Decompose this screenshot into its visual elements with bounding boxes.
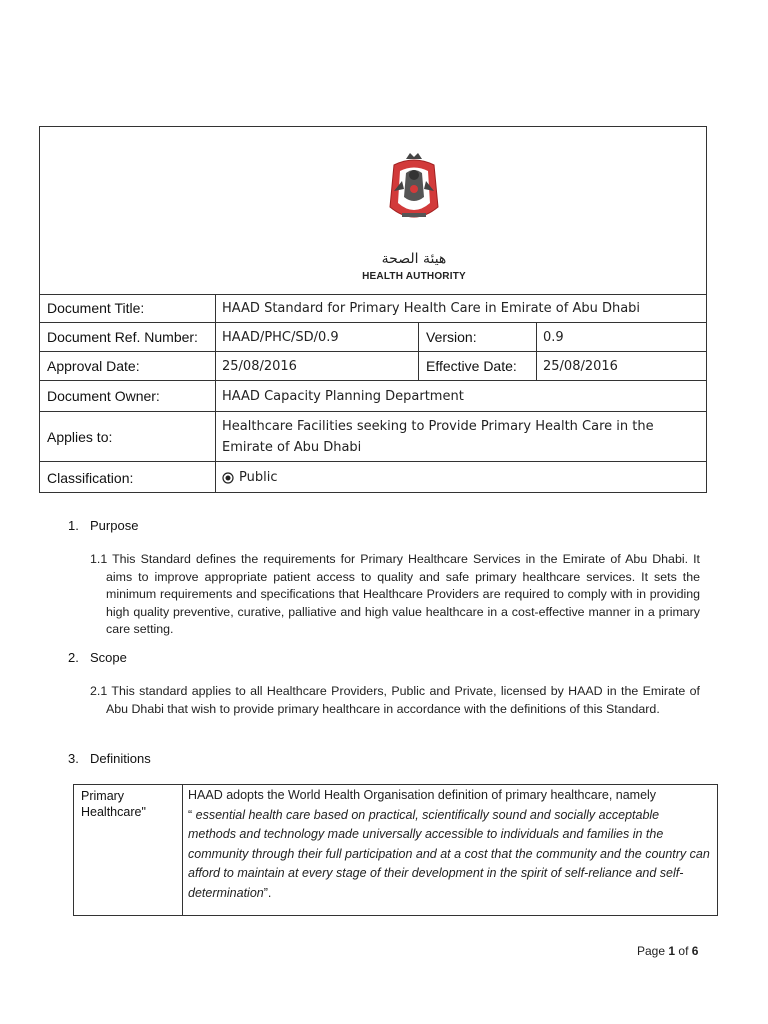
page-total: 6 (691, 944, 699, 958)
page-word: Page (637, 944, 666, 958)
section-number: 1. (68, 518, 79, 533)
section-heading-scope (68, 650, 127, 665)
page-footer (637, 944, 698, 958)
definitions-table (73, 784, 718, 916)
version-label: Version: (419, 323, 537, 351)
document-title-label: Document Title: (40, 294, 216, 322)
classification-value (216, 462, 706, 493)
definition-close-quote: ”. (263, 885, 272, 900)
page-current: 1 (668, 944, 676, 958)
purpose-paragraph (90, 551, 700, 639)
version-value: 0.9 (543, 329, 564, 345)
paragraph-text: This Standard defines the requirements for Primary Healthcare Services in the Emirate of Abu Dhabi. It aims to improve appropriate patient access to quality and safe primary healthcare services. It sets the minimum requirements and specifications that Healthcare Providers are required to comply with in providing high quality preventive, curative, palliative and high value healthcare in a cost-effective manner in a primary care setting. (106, 552, 700, 636)
document-owner-label: Document Owner: (40, 381, 216, 411)
paragraph-number: 2.1 (90, 684, 108, 698)
health-authority-logo (358, 147, 470, 287)
section-title: Purpose (90, 518, 139, 533)
paragraph-text: This standard applies to all Healthcare Providers, Public and Private, licensed by HAAD in the Emirate of Abu Dhabi that wish to provide primary healthcare in accordance with the definitions of this Standard. (106, 684, 700, 716)
approval-date-value: 25/08/2016 (216, 352, 419, 380)
applies-to-line-1: Healthcare Facilities seeking to Provide Primary Health Care in the (222, 418, 654, 434)
section-title: Definitions (90, 751, 151, 766)
definition-quote: essential health care based on practical, scientifically sound and socially acceptable methods and technology made universally accessible to individuals and families in the community through their full participation and at a cost that the community and the country can afford to maintain at every stage of their development in the spirit of self-reliance and self-determination (188, 807, 710, 900)
effective-date-label: Effective Date: (419, 352, 537, 380)
document-ref-label: Document Ref. Number: (40, 323, 216, 351)
falcon-emblem-icon (358, 147, 470, 247)
row-classification (40, 462, 706, 493)
of-word: of (678, 944, 689, 958)
document-title-value: HAAD Standard for Primary Health Care in Emirate of Abu Dhabi (222, 300, 641, 316)
section-heading-purpose (68, 518, 138, 533)
document-owner-value: HAAD Capacity Planning Department (222, 388, 464, 404)
definition-body (188, 786, 710, 904)
definition-term: Primary Healthcare" (74, 785, 183, 915)
effective-date-value: 25/08/2016 (543, 358, 618, 374)
logo-english-text: HEALTH AUTHORITY (362, 271, 466, 282)
applies-to-line-2: Emirate of Abu Dhabi (222, 439, 362, 455)
document-ref-value: HAAD/PHC/SD/0.9 (216, 323, 419, 351)
section-number: 2. (68, 650, 79, 665)
row-document-title (40, 294, 706, 323)
classification-label: Classification: (40, 462, 216, 493)
definition-open-quote: “ (188, 807, 193, 822)
section-heading-definitions (68, 751, 151, 766)
definition-intro: HAAD adopts the World Health Organisation definition of primary healthcare, namely (188, 788, 657, 802)
section-title: Scope (90, 650, 127, 665)
applies-to-label: Applies to: (40, 412, 216, 461)
applies-to-value (216, 412, 706, 461)
row-approval-date (40, 352, 706, 381)
classification-text: Public (239, 470, 278, 485)
document-info-table (39, 126, 707, 493)
row-document-ref (40, 323, 706, 352)
approval-date-label: Approval Date: (40, 352, 216, 380)
radio-selected-icon (222, 472, 234, 484)
row-document-owner (40, 381, 706, 412)
paragraph-number: 1.1 (90, 552, 108, 566)
scope-paragraph (90, 683, 700, 718)
logo-cell (40, 127, 706, 295)
row-applies-to (40, 412, 706, 462)
section-number: 3. (68, 751, 79, 766)
logo-arabic-text: هيئة الصحة (381, 251, 447, 267)
